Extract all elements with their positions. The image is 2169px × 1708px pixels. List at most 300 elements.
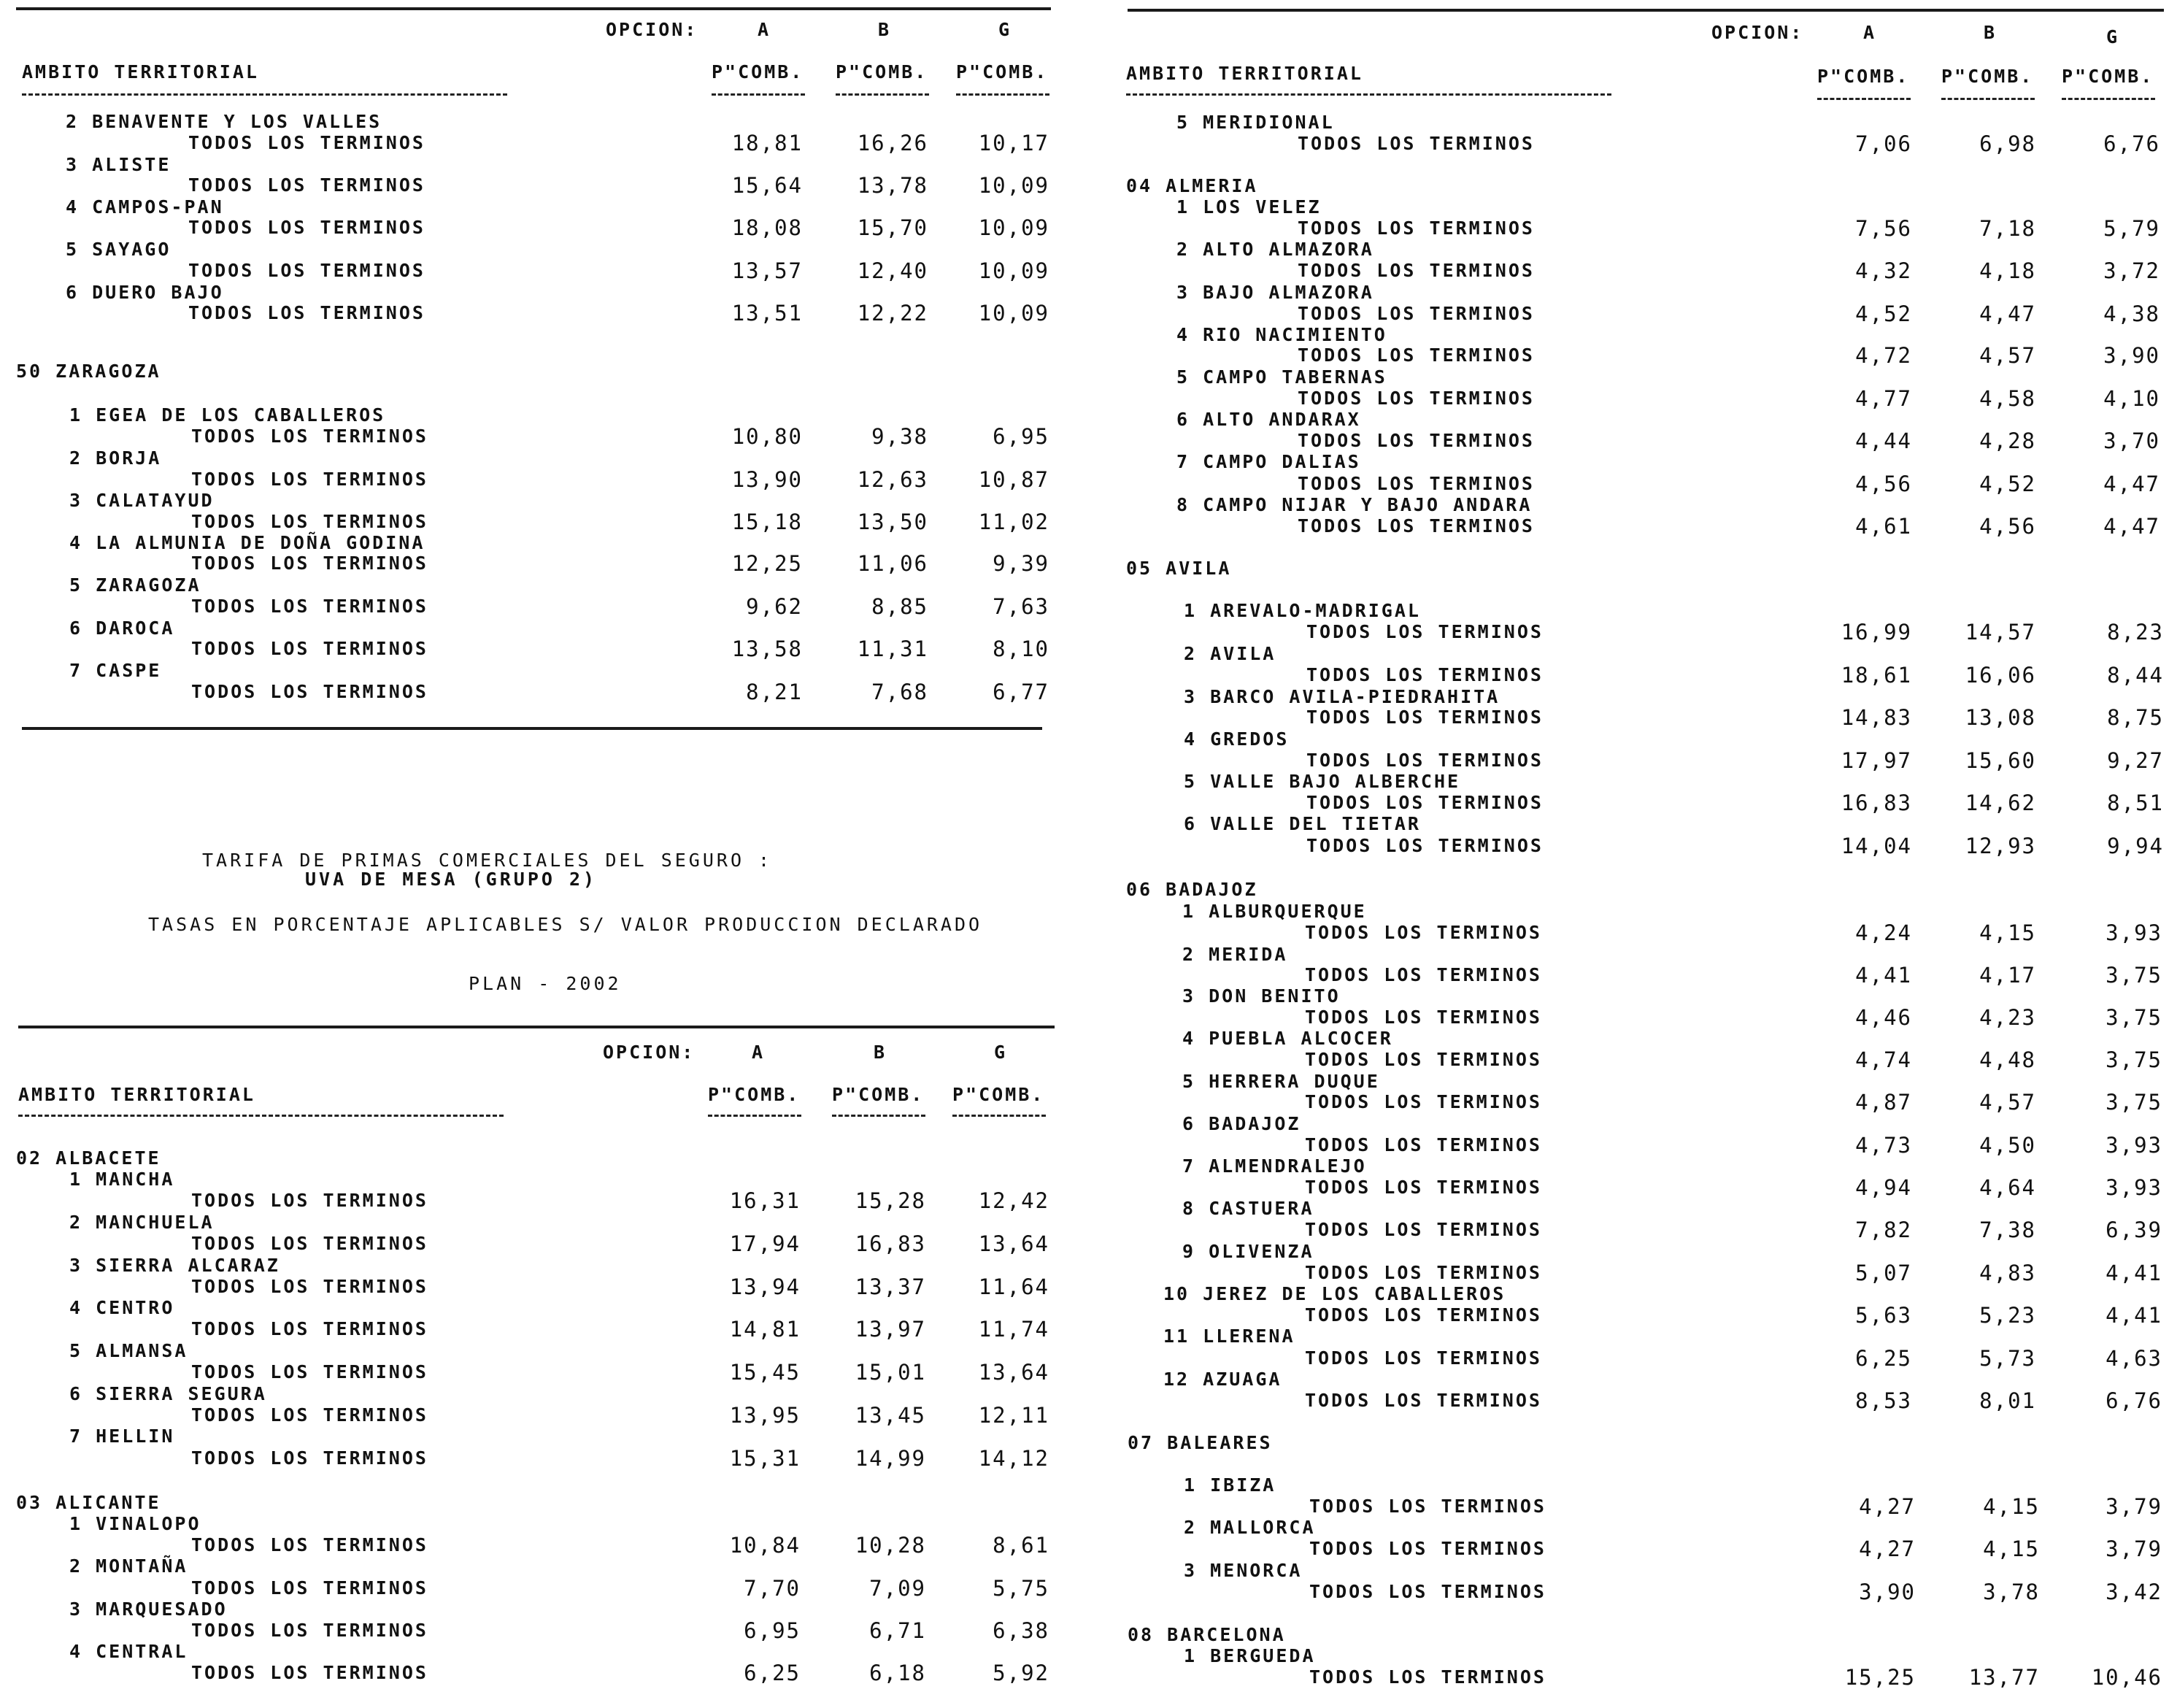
value-a: 7,56 bbox=[1855, 216, 1912, 241]
term-label: TODOS LOS TERMINOS bbox=[1305, 1049, 1542, 1070]
zone-label: 3 MARQUESADO bbox=[69, 1599, 228, 1620]
ambito-label: AMBITO TERRITORIAL bbox=[18, 1084, 255, 1105]
value-a: 18,81 bbox=[731, 131, 803, 155]
value-a: 16,31 bbox=[729, 1188, 801, 1213]
value-g: 8,61 bbox=[993, 1533, 1049, 1558]
value-a: 14,83 bbox=[1841, 705, 1912, 730]
left-top-rule bbox=[16, 7, 1051, 10]
option-b-label: B bbox=[878, 19, 892, 40]
option-a-label: A bbox=[752, 1042, 766, 1063]
zone-label: 6 DUERO BAJO bbox=[66, 282, 224, 303]
zone-label: 8 CAMPO NIJAR Y BAJO ANDARA bbox=[1176, 494, 1533, 515]
value-g: 10,09 bbox=[978, 215, 1049, 240]
col-g-underline bbox=[952, 1115, 1046, 1117]
option-b-label: B bbox=[1984, 22, 1997, 43]
ambito-label: AMBITO TERRITORIAL bbox=[22, 61, 259, 82]
value-a: 4,46 bbox=[1855, 1005, 1912, 1030]
value-a: 6,25 bbox=[1855, 1346, 1912, 1371]
term-label: TODOS LOS TERMINOS bbox=[191, 553, 428, 574]
zone-label: 11 LLERENA bbox=[1163, 1326, 1295, 1347]
value-a: 15,31 bbox=[729, 1446, 801, 1471]
value-a: 12,25 bbox=[731, 551, 803, 576]
zone-label: 3 CALATAYUD bbox=[69, 490, 215, 511]
value-b: 15,70 bbox=[857, 215, 928, 240]
col-a-underline bbox=[712, 93, 805, 96]
zone-label: 6 SIERRA SEGURA bbox=[69, 1383, 267, 1404]
value-a: 4,72 bbox=[1855, 343, 1912, 368]
zone-label: 2 BENAVENTE Y LOS VALLES bbox=[66, 111, 382, 132]
value-a: 4,74 bbox=[1855, 1047, 1912, 1072]
left-top-bottom-rule bbox=[22, 727, 1042, 730]
value-g: 3,93 bbox=[2106, 1133, 2162, 1158]
zone-label: 6 BADAJOZ bbox=[1182, 1113, 1301, 1134]
value-g: 3,79 bbox=[2106, 1494, 2162, 1519]
value-b: 5,23 bbox=[1979, 1303, 2036, 1328]
value-a: 8,21 bbox=[746, 680, 803, 704]
value-a: 13,94 bbox=[729, 1274, 801, 1299]
term-label: TODOS LOS TERMINOS bbox=[1305, 964, 1542, 985]
value-g: 10,87 bbox=[978, 467, 1049, 492]
value-g: 8,75 bbox=[2107, 705, 2164, 730]
zone-label: 1 ALBURQUERQUE bbox=[1182, 901, 1367, 922]
zone-label: 7 HELLIN bbox=[69, 1426, 175, 1447]
value-b: 14,57 bbox=[1965, 620, 2036, 645]
value-a: 4,73 bbox=[1855, 1133, 1912, 1158]
zone-label: 1 VINALOPO bbox=[69, 1513, 201, 1534]
term-label: TODOS LOS TERMINOS bbox=[1306, 750, 1544, 771]
value-a: 13,58 bbox=[731, 636, 803, 661]
col-g-underline bbox=[2062, 98, 2155, 100]
value-b: 4,64 bbox=[1979, 1175, 2036, 1200]
term-label: TODOS LOS TERMINOS bbox=[1305, 1134, 1542, 1155]
term-label: TODOS LOS TERMINOS bbox=[191, 1620, 428, 1641]
value-g: 8,51 bbox=[2107, 790, 2164, 815]
option-a-label: A bbox=[758, 19, 771, 40]
value-a: 4,24 bbox=[1855, 920, 1912, 945]
value-g: 8,44 bbox=[2107, 663, 2164, 688]
value-a: 4,32 bbox=[1855, 258, 1912, 283]
value-b: 15,01 bbox=[855, 1360, 926, 1385]
zone-label: 4 GREDOS bbox=[1184, 728, 1290, 750]
province-label: 50 ZARAGOZA bbox=[16, 361, 161, 382]
zone-label: 7 CAMPO DALIAS bbox=[1176, 451, 1361, 472]
option-a-label: A bbox=[1863, 22, 1877, 43]
value-b: 14,62 bbox=[1965, 790, 2036, 815]
term-label: TODOS LOS TERMINOS bbox=[188, 174, 425, 196]
value-a: 15,18 bbox=[731, 509, 803, 534]
option-g-label: G bbox=[994, 1042, 1008, 1063]
province-label: 06 BADAJOZ bbox=[1126, 879, 1258, 900]
term-label: TODOS LOS TERMINOS bbox=[191, 1361, 428, 1382]
province-label: 08 BARCELONA bbox=[1128, 1624, 1286, 1645]
value-g: 3,93 bbox=[2106, 920, 2162, 945]
zone-label: 5 CAMPO TABERNAS bbox=[1176, 366, 1387, 388]
left-bottom-rule bbox=[18, 1026, 1055, 1028]
value-b: 13,50 bbox=[857, 509, 928, 534]
value-a: 4,27 bbox=[1859, 1494, 1916, 1519]
value-a: 7,82 bbox=[1855, 1217, 1912, 1242]
value-g: 4,47 bbox=[2103, 514, 2160, 539]
term-label: TODOS LOS TERMINOS bbox=[191, 1318, 428, 1339]
value-b: 11,31 bbox=[857, 636, 928, 661]
value-g: 9,94 bbox=[2107, 834, 2164, 858]
value-a: 10,80 bbox=[731, 424, 803, 449]
value-a: 13,90 bbox=[731, 467, 803, 492]
term-label: TODOS LOS TERMINOS bbox=[191, 681, 428, 702]
value-b: 4,52 bbox=[1979, 472, 2036, 496]
col-a-header: P"COMB. bbox=[1817, 66, 1910, 87]
value-b: 16,26 bbox=[857, 131, 928, 155]
value-b: 4,57 bbox=[1979, 1090, 2036, 1115]
value-b: 6,18 bbox=[869, 1661, 926, 1685]
value-b: 4,56 bbox=[1979, 514, 2036, 539]
value-b: 15,28 bbox=[855, 1188, 926, 1213]
option-b-label: B bbox=[874, 1042, 887, 1063]
zone-label: 1 BERGUEDA bbox=[1184, 1645, 1316, 1666]
value-g: 3,75 bbox=[2106, 963, 2162, 988]
col-g-underline bbox=[956, 93, 1049, 96]
opcion-label: OPCION: bbox=[606, 19, 698, 40]
value-a: 17,94 bbox=[729, 1231, 801, 1256]
zone-label: 3 DON BENITO bbox=[1182, 985, 1341, 1007]
zone-label: 6 DAROCA bbox=[69, 618, 175, 639]
zone-label: 2 MALLORCA bbox=[1184, 1517, 1316, 1538]
term-label: TODOS LOS TERMINOS bbox=[1306, 835, 1544, 856]
term-label: TODOS LOS TERMINOS bbox=[191, 1447, 428, 1469]
title-line-1: TARIFA DE PRIMAS COMERCIALES DEL SEGURO : bbox=[202, 850, 773, 871]
term-label: TODOS LOS TERMINOS bbox=[1309, 1666, 1546, 1688]
value-b: 3,78 bbox=[1983, 1580, 2040, 1604]
term-label: TODOS LOS TERMINOS bbox=[1298, 430, 1535, 451]
zone-label: 1 IBIZA bbox=[1184, 1474, 1276, 1496]
value-b: 4,50 bbox=[1979, 1133, 2036, 1158]
zone-label: 5 SAYAGO bbox=[66, 239, 172, 260]
zone-label: 1 AREVALO-MADRIGAL bbox=[1184, 600, 1421, 621]
col-a-header: P"COMB. bbox=[708, 1084, 801, 1105]
ambito-underline bbox=[1126, 93, 1611, 96]
value-b: 11,06 bbox=[857, 551, 928, 576]
value-g: 3,75 bbox=[2106, 1005, 2162, 1030]
value-g: 10,09 bbox=[978, 258, 1049, 283]
value-a: 18,61 bbox=[1841, 663, 1912, 688]
value-b: 4,15 bbox=[1983, 1536, 2040, 1561]
term-label: TODOS LOS TERMINOS bbox=[1298, 473, 1535, 494]
value-b: 13,45 bbox=[855, 1403, 926, 1428]
value-b: 12,40 bbox=[857, 258, 928, 283]
zone-label: 9 OLIVENZA bbox=[1182, 1241, 1314, 1262]
value-g: 4,47 bbox=[2103, 472, 2160, 496]
value-a: 6,25 bbox=[744, 1661, 801, 1685]
subtitle: TASAS EN PORCENTAJE APLICABLES S/ VALOR PRODUCCION DECLARADO bbox=[148, 914, 983, 935]
term-label: TODOS LOS TERMINOS bbox=[1305, 1347, 1542, 1369]
col-b-underline bbox=[832, 1115, 925, 1117]
zone-label: 6 VALLE DEL TIETAR bbox=[1184, 813, 1421, 834]
value-a: 5,07 bbox=[1855, 1261, 1912, 1285]
value-b: 16,83 bbox=[855, 1231, 926, 1256]
term-label: TODOS LOS TERMINOS bbox=[191, 426, 428, 447]
term-label: TODOS LOS TERMINOS bbox=[1306, 664, 1544, 685]
value-a: 7,70 bbox=[744, 1576, 801, 1601]
value-g: 11,64 bbox=[978, 1274, 1049, 1299]
zone-label: 4 CAMPOS-PAN bbox=[66, 196, 224, 218]
col-a-underline bbox=[708, 1115, 801, 1117]
value-b: 13,37 bbox=[855, 1274, 926, 1299]
term-label: TODOS LOS TERMINOS bbox=[191, 638, 428, 659]
value-b: 6,98 bbox=[1979, 131, 2036, 156]
value-g: 12,11 bbox=[978, 1403, 1049, 1428]
col-b-underline bbox=[836, 93, 929, 96]
value-g: 3,90 bbox=[2103, 343, 2160, 368]
term-label: TODOS LOS TERMINOS bbox=[191, 1577, 428, 1599]
zone-label: 7 CASPE bbox=[69, 660, 162, 681]
value-g: 7,63 bbox=[993, 594, 1049, 619]
value-a: 4,77 bbox=[1855, 386, 1912, 411]
zone-label: 5 ALMANSA bbox=[69, 1340, 188, 1361]
right-top-rule bbox=[1128, 9, 2164, 12]
province-label: 02 ALBACETE bbox=[16, 1147, 161, 1169]
zone-label: 2 MANCHUELA bbox=[69, 1212, 215, 1233]
zone-label: 3 BARCO AVILA-PIEDRAHITA bbox=[1184, 686, 1500, 707]
value-a: 16,99 bbox=[1841, 620, 1912, 645]
term-label: TODOS LOS TERMINOS bbox=[1305, 1091, 1542, 1112]
province-label: 07 BALEARES bbox=[1128, 1432, 1273, 1453]
value-g: 4,41 bbox=[2106, 1303, 2162, 1328]
value-g: 11,02 bbox=[978, 509, 1049, 534]
opcion-label: OPCION: bbox=[1711, 22, 1804, 43]
value-g: 3,72 bbox=[2103, 258, 2160, 283]
value-a: 7,06 bbox=[1855, 131, 1912, 156]
value-b: 4,47 bbox=[1979, 301, 2036, 326]
value-b: 12,93 bbox=[1965, 834, 2036, 858]
value-a: 4,61 bbox=[1855, 514, 1912, 539]
term-label: TODOS LOS TERMINOS bbox=[1305, 1177, 1542, 1198]
col-b-underline bbox=[1941, 98, 2035, 100]
value-g: 6,38 bbox=[993, 1618, 1049, 1643]
value-b: 4,48 bbox=[1979, 1047, 2036, 1072]
value-a: 18,08 bbox=[731, 215, 803, 240]
value-g: 3,93 bbox=[2106, 1175, 2162, 1200]
ambito-underline bbox=[18, 1115, 504, 1117]
zone-label: 7 ALMENDRALEJO bbox=[1182, 1155, 1367, 1177]
term-label: TODOS LOS TERMINOS bbox=[1305, 1390, 1542, 1411]
value-b: 8,01 bbox=[1979, 1388, 2036, 1413]
term-label: TODOS LOS TERMINOS bbox=[1298, 218, 1535, 239]
value-b: 4,15 bbox=[1983, 1494, 2040, 1519]
zone-label: 5 ZARAGOZA bbox=[69, 574, 201, 596]
value-a: 10,84 bbox=[729, 1533, 801, 1558]
term-label: TODOS LOS TERMINOS bbox=[191, 1534, 428, 1555]
value-g: 14,12 bbox=[978, 1446, 1049, 1471]
value-b: 13,77 bbox=[1968, 1665, 2040, 1690]
value-b: 15,60 bbox=[1965, 748, 2036, 773]
value-a: 13,57 bbox=[731, 258, 803, 283]
zone-label: 3 BAJO ALMAZORA bbox=[1176, 282, 1374, 303]
zone-label: 8 CASTUERA bbox=[1182, 1198, 1314, 1219]
value-a: 15,45 bbox=[729, 1360, 801, 1385]
term-label: TODOS LOS TERMINOS bbox=[1306, 792, 1544, 813]
value-b: 7,38 bbox=[1979, 1217, 2036, 1242]
zone-label: 1 MANCHA bbox=[69, 1169, 175, 1190]
value-g: 13,64 bbox=[978, 1360, 1049, 1385]
option-g-label: G bbox=[998, 19, 1012, 40]
value-g: 3,79 bbox=[2106, 1536, 2162, 1561]
zone-label: 1 EGEA DE LOS CABALLEROS bbox=[69, 404, 386, 426]
value-b: 4,15 bbox=[1979, 920, 2036, 945]
value-b: 10,28 bbox=[855, 1533, 926, 1558]
value-g: 10,46 bbox=[2091, 1665, 2162, 1690]
value-g: 8,10 bbox=[993, 636, 1049, 661]
value-a: 13,51 bbox=[731, 301, 803, 326]
value-a: 15,25 bbox=[1844, 1665, 1916, 1690]
value-g: 6,77 bbox=[993, 680, 1049, 704]
term-label: TODOS LOS TERMINOS bbox=[188, 132, 425, 153]
zone-label: 5 MERIDIONAL bbox=[1176, 112, 1335, 133]
value-g: 4,63 bbox=[2106, 1346, 2162, 1371]
opcion-label: OPCION: bbox=[603, 1042, 696, 1063]
term-label: TODOS LOS TERMINOS bbox=[1309, 1496, 1546, 1517]
term-label: TODOS LOS TERMINOS bbox=[191, 1276, 428, 1297]
term-label: TODOS LOS TERMINOS bbox=[188, 302, 425, 323]
value-a: 4,56 bbox=[1855, 472, 1912, 496]
term-label: TODOS LOS TERMINOS bbox=[1298, 260, 1535, 281]
value-g: 3,42 bbox=[2106, 1580, 2162, 1604]
value-g: 4,10 bbox=[2103, 386, 2160, 411]
value-g: 3,75 bbox=[2106, 1047, 2162, 1072]
value-b: 7,68 bbox=[871, 680, 928, 704]
value-a: 3,90 bbox=[1859, 1580, 1916, 1604]
value-b: 4,58 bbox=[1979, 386, 2036, 411]
value-b: 13,97 bbox=[855, 1317, 926, 1342]
value-g: 4,38 bbox=[2103, 301, 2160, 326]
zone-label: 2 BORJA bbox=[69, 447, 162, 469]
value-b: 7,18 bbox=[1979, 216, 2036, 241]
term-label: TODOS LOS TERMINOS bbox=[1306, 621, 1544, 642]
term-label: TODOS LOS TERMINOS bbox=[191, 511, 428, 532]
term-label: TODOS LOS TERMINOS bbox=[1305, 1007, 1542, 1028]
value-g: 9,39 bbox=[993, 551, 1049, 576]
term-label: TODOS LOS TERMINOS bbox=[1305, 1304, 1542, 1326]
title-line-2: UVA DE MESA (GRUPO 2) bbox=[305, 869, 598, 890]
value-b: 14,99 bbox=[855, 1446, 926, 1471]
value-b: 4,57 bbox=[1979, 343, 2036, 368]
value-b: 6,71 bbox=[869, 1618, 926, 1643]
value-a: 14,81 bbox=[729, 1317, 801, 1342]
col-g-header: P"COMB. bbox=[952, 1084, 1045, 1105]
term-label: TODOS LOS TERMINOS bbox=[1298, 515, 1535, 536]
ambito-label: AMBITO TERRITORIAL bbox=[1126, 63, 1363, 84]
ambito-underline bbox=[22, 93, 507, 96]
value-a: 14,04 bbox=[1841, 834, 1912, 858]
term-label: TODOS LOS TERMINOS bbox=[191, 469, 428, 490]
value-g: 5,75 bbox=[993, 1576, 1049, 1601]
zone-label: 4 PUEBLA ALCOCER bbox=[1182, 1028, 1393, 1049]
term-label: TODOS LOS TERMINOS bbox=[1309, 1581, 1546, 1602]
zone-label: 12 AZUAGA bbox=[1163, 1369, 1282, 1390]
value-g: 6,39 bbox=[2106, 1217, 2162, 1242]
value-b: 7,09 bbox=[869, 1576, 926, 1601]
value-a: 4,41 bbox=[1855, 963, 1912, 988]
value-g: 10,17 bbox=[978, 131, 1049, 155]
col-a-underline bbox=[1817, 98, 1911, 100]
zone-label: 5 HERRERA DUQUE bbox=[1182, 1071, 1380, 1092]
value-b: 4,17 bbox=[1979, 963, 2036, 988]
value-g: 6,76 bbox=[2106, 1388, 2162, 1413]
zone-label: 4 CENTRO bbox=[69, 1297, 175, 1318]
term-label: TODOS LOS TERMINOS bbox=[1305, 1262, 1542, 1283]
value-b: 9,38 bbox=[871, 424, 928, 449]
zone-label: 2 ALTO ALMAZORA bbox=[1176, 239, 1374, 260]
zone-label: 2 MERIDA bbox=[1182, 944, 1288, 965]
col-b-header: P"COMB. bbox=[1941, 66, 2034, 87]
term-label: TODOS LOS TERMINOS bbox=[1305, 922, 1542, 943]
value-b: 13,78 bbox=[857, 173, 928, 198]
value-g: 8,23 bbox=[2107, 620, 2164, 645]
value-b: 4,18 bbox=[1979, 258, 2036, 283]
option-g-label: G bbox=[2106, 26, 2120, 47]
value-b: 8,85 bbox=[871, 594, 928, 619]
term-label: TODOS LOS TERMINOS bbox=[1309, 1538, 1546, 1559]
zone-label: 1 LOS VELEZ bbox=[1176, 196, 1322, 218]
zone-label: 3 ALISTE bbox=[66, 154, 172, 175]
term-label: TODOS LOS TERMINOS bbox=[1306, 707, 1544, 728]
zone-label: 6 ALTO ANDARAX bbox=[1176, 409, 1361, 430]
value-a: 4,44 bbox=[1855, 428, 1912, 453]
value-a: 17,97 bbox=[1841, 748, 1912, 773]
province-label: 05 AVILA bbox=[1126, 558, 1232, 579]
province-label: 04 ALMERIA bbox=[1126, 175, 1258, 196]
value-a: 4,27 bbox=[1859, 1536, 1916, 1561]
value-g: 9,27 bbox=[2107, 748, 2164, 773]
value-g: 12,42 bbox=[978, 1188, 1049, 1213]
term-label: TODOS LOS TERMINOS bbox=[1298, 388, 1535, 409]
zone-label: 4 CENTRAL bbox=[69, 1641, 188, 1662]
col-a-header: P"COMB. bbox=[712, 61, 804, 82]
value-a: 4,87 bbox=[1855, 1090, 1912, 1115]
value-b: 5,73 bbox=[1979, 1346, 2036, 1371]
value-a: 8,53 bbox=[1855, 1388, 1912, 1413]
zone-label: 4 RIO NACIMIENTO bbox=[1176, 324, 1387, 345]
value-g: 13,64 bbox=[978, 1231, 1049, 1256]
value-b: 4,83 bbox=[1979, 1261, 2036, 1285]
term-label: TODOS LOS TERMINOS bbox=[1298, 303, 1535, 324]
zone-label: 10 JEREZ DE LOS CABALLEROS bbox=[1163, 1283, 1506, 1304]
zone-label: 4 LA ALMUNIA DE DOÑA GODINA bbox=[69, 532, 425, 553]
plan-label: PLAN - 2002 bbox=[469, 973, 622, 994]
value-a: 4,94 bbox=[1855, 1175, 1912, 1200]
value-g: 10,09 bbox=[978, 173, 1049, 198]
col-b-header: P"COMB. bbox=[836, 61, 928, 82]
zone-label: 5 VALLE BAJO ALBERCHE bbox=[1184, 771, 1461, 792]
province-label: 03 ALICANTE bbox=[16, 1492, 161, 1513]
value-g: 3,75 bbox=[2106, 1090, 2162, 1115]
value-g: 5,92 bbox=[993, 1661, 1049, 1685]
value-g: 3,70 bbox=[2103, 428, 2160, 453]
value-a: 6,95 bbox=[744, 1618, 801, 1643]
value-a: 4,52 bbox=[1855, 301, 1912, 326]
value-a: 9,62 bbox=[746, 594, 803, 619]
term-label: TODOS LOS TERMINOS bbox=[188, 217, 425, 238]
term-label: TODOS LOS TERMINOS bbox=[1298, 345, 1535, 366]
zone-label: 2 MONTAÑA bbox=[69, 1555, 188, 1577]
zone-label: 2 AVILA bbox=[1184, 643, 1276, 664]
value-g: 5,79 bbox=[2103, 216, 2160, 241]
col-g-header: P"COMB. bbox=[956, 61, 1049, 82]
value-g: 10,09 bbox=[978, 301, 1049, 326]
value-b: 16,06 bbox=[1965, 663, 2036, 688]
zone-label: 3 SIERRA ALCARAZ bbox=[69, 1255, 280, 1276]
term-label: TODOS LOS TERMINOS bbox=[191, 596, 428, 617]
term-label: TODOS LOS TERMINOS bbox=[191, 1662, 428, 1683]
